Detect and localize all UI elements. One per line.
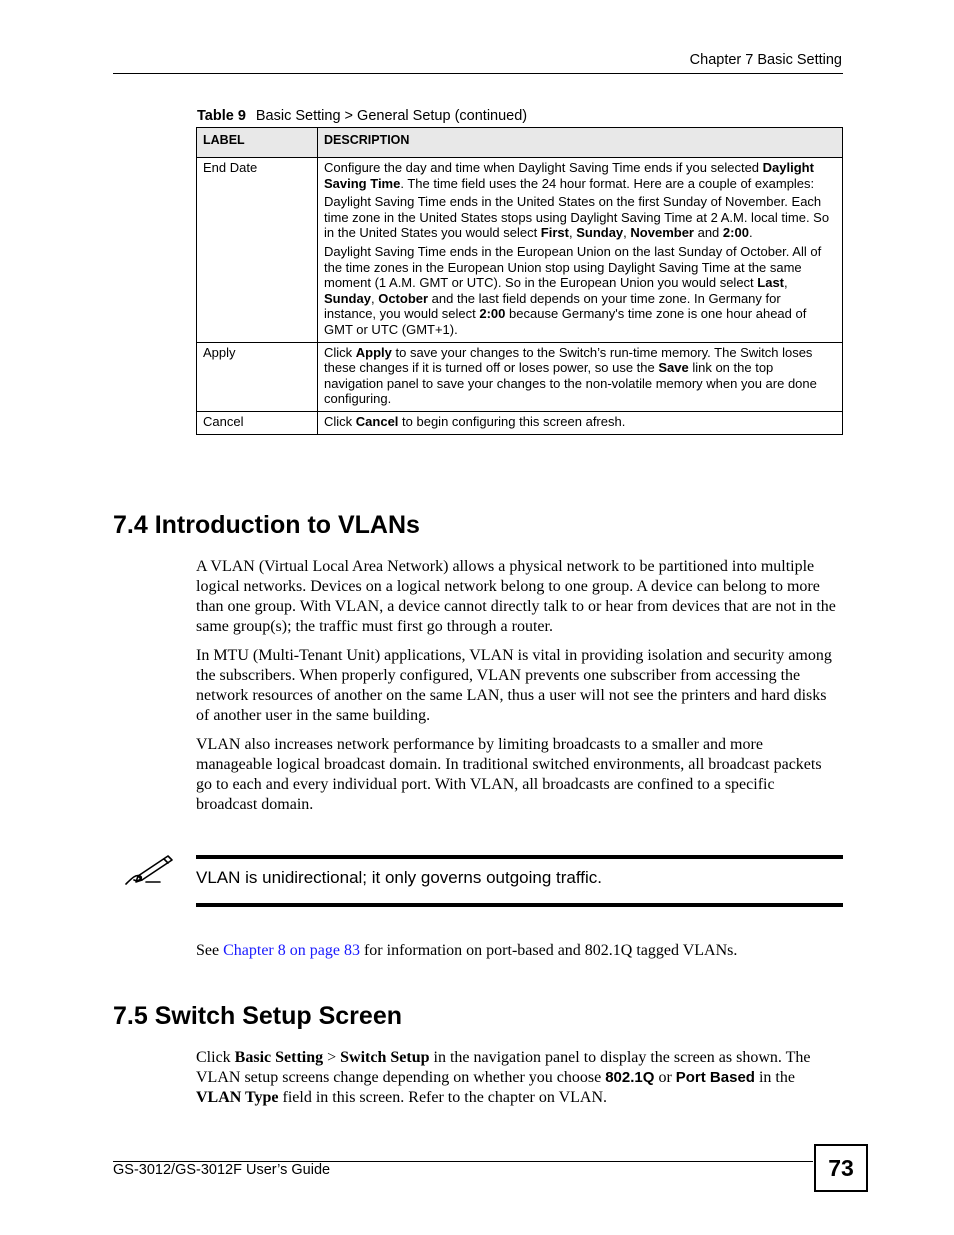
switch-setup-paragraph: Click Basic Setting > Switch Setup in the navigation panel to display the screen as shown. The VLAN setup screens change depending on whether you choose 802.1Q or Port Based in the VLAN Type field in this screen. Refer to the chapter on VLAN. — [196, 1049, 811, 1106]
vlan-paragraph-3: VLAN also increases network performance by limiting broadcasts to a smaller and more manageable logical broadcast domain. In traditional switched environments, all broadcast packets go to each and every individual port. With VLAN, all broadcasts are confined to a specific broadcast domain. — [196, 736, 822, 813]
note-pen-icon — [124, 852, 176, 888]
row-desc-apply: Click Apply to save your changes to the Switch’s run-time memory. The Switch loses these changes if it is turned off or loses power, so use the Save link on the top navigation panel to save your changes to the non-volatile memory when you are done configuring. — [318, 342, 843, 411]
row-desc-cancel: Click Cancel to begin configuring this screen afresh. — [318, 411, 843, 434]
header-rule — [113, 73, 843, 74]
vlan-paragraph-2: In MTU (Multi-Tenant Unit) applications, VLAN is vital in providing isolation and security among the subscribers. When properly configured, VLAN prevents one subscriber from accessing the network resources of another on the same LAN, thus a user will not see the printers and hard disks of another user in the same building. — [196, 647, 832, 724]
footer-guide-title: GS-3012/GS-3012F User’s Guide — [113, 1162, 331, 1178]
section-heading-switch-setup: 7.5 Switch Setup Screen — [113, 1002, 402, 1030]
row-desc-end-date — [318, 158, 843, 343]
note-top-rule — [196, 855, 843, 859]
col-label-header: LABEL — [197, 128, 318, 158]
desc-paragraph: Daylight Saving Time ends in the European Union on the last Sunday of October. All of the time zones in the European Union stop using Daylight Saving Time at the same moment (1 A.M. GMT or UTC). So in the European Union you would select Last, Sunday, October and the last field depends on your time zone. In Germany for instance, you would select 2:00 because Germany's time zone is one hour ahead of GMT or UTC (GMT+1). — [324, 243, 822, 337]
see-chapter-paragraph: See Chapter 8 on page 83 for information on port-based and 802.1Q tagged VLANs. — [196, 942, 738, 959]
table-row — [197, 158, 843, 343]
row-label-cancel: Cancel — [197, 411, 318, 434]
table-header-row — [197, 128, 843, 158]
desc-paragraph: Daylight Saving Time ends in the United States on the first Sunday of November. Each time zone in the United States stops using Daylight Saving Time at 2 A.M. local time. So in the United States you would select First, Sunday, November and 2:00. — [324, 194, 830, 241]
table-caption-label: Table 9 — [197, 108, 246, 124]
running-header: Chapter 7 Basic Setting — [689, 52, 842, 68]
table-row — [197, 411, 843, 434]
vlan-paragraph-1: A VLAN (Virtual Local Area Network) allows a physical network to be partitioned into multiple logical networks. Devices on a logical network belong to one group. A device can belong to more than one group. With VLAN, a device cannot directly talk to or hear from devices that are not in the same group(s); the traffic must first go through a router. — [196, 558, 836, 635]
settings-table — [196, 127, 843, 435]
col-description-header: DESCRIPTION — [318, 128, 843, 158]
row-label-end-date: End Date — [197, 158, 318, 343]
note-text: VLAN is unidirectional; it only governs outgoing traffic. — [196, 868, 603, 887]
table-caption — [197, 108, 527, 124]
chapter-8-link[interactable]: Chapter 8 on page 83 — [223, 942, 360, 959]
note-bottom-rule — [196, 903, 843, 907]
table-row — [197, 342, 843, 411]
section-heading-vlans: 7.4 Introduction to VLANs — [113, 511, 420, 539]
desc-paragraph: Configure the day and time when Daylight Saving Time ends if you selected Daylight Saving Time. The time field uses the 24 hour format. Here are a couple of examples: — [324, 160, 815, 191]
table-caption-text: Basic Setting > General Setup (continued) — [255, 108, 528, 124]
page-number: 73 — [814, 1144, 868, 1192]
row-label-apply: Apply — [197, 342, 318, 411]
